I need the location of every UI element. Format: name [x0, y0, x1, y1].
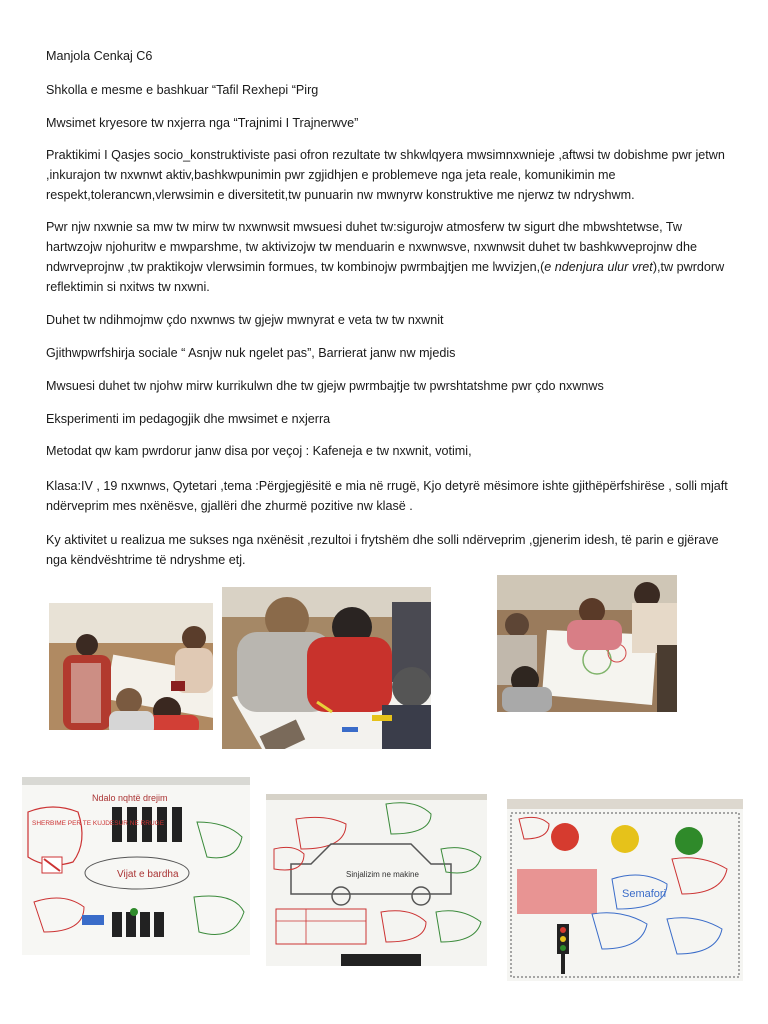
paragraph-4: Gjithwpwrfshirja sociale “ Asnjw nuk ngelet pas”, Barrierat janw nw mjedis: [46, 346, 456, 360]
poster-1-left-heading: SHERBIME PER TE KUJDESUR NE RRUGE: [32, 820, 165, 827]
paragraph-2-text: Pwr njw nxwnie sa mw tw mirw tw nxwnwsit mwsuesi duhet tw:sigurojw atmosferw tw sigurt dhe mbwshtetwse, Tw hartwzojw njohuritw e mwparshme, tw aktivizojw tw menduarin e nxwnwsve, nxwnwsit duhet tw bashkwveprojnw dhe ndwrveprojnw ,tw praktikojw vlerwsimin formues, tw kombinojw pwrmbajtjen me lwvizjen,(: [46, 220, 697, 274]
poster-3-center: Semafori: [622, 888, 667, 900]
poster-photo-3: [507, 799, 743, 981]
paragraph-2-end: ),tw pwrdorw reflektimin si nxitws tw nxwni.: [46, 260, 725, 294]
poster-photo-1: [22, 777, 250, 955]
paragraph-9: Ky aktivitet u realizua me sukses nga nxënësit ,rezultoi i frytshëm dhe solli ndërveprim ,gjenerim idesh, të parin e gjërave nga këndvështrime të ndryshme etj.: [46, 533, 719, 567]
topic-line: Mwsimet kryesore tw nxjerra nga “Trajnimi I Trajnerwve”: [46, 116, 359, 130]
paragraph-6: Eksperimenti im pedagogjik dhe mwsimet e nxjerra: [46, 412, 331, 426]
paragraph-1: Praktikimi I Qasjes socio_konstruktiviste pasi ofron rezultate tw shkwlqyera mwsimnxwnieje ,aftwsi tw dobishme pwr jetwn ,inkurajon tw nxwnwt aktiv,bashkwpunimin pwr zgjidhjen e problemeve nga jeta reale, komunikimin me respekt,tolerancwn,vlerwsimin e diversitetit,tw punuarin nw mwnyrw konstruktive me njerwz tw ndryshwm.: [46, 148, 725, 202]
school-line: Shkolla e mesme e bashkuar “Tafil Rexhepi “Pirg: [46, 83, 319, 97]
paragraph-3: Duhet tw ndihmojmw çdo nxwnws tw gjejw mwnyrat e veta tw tw nxwnit: [46, 313, 444, 327]
paragraph-2-italic: e ndenjura ulur vret: [544, 260, 653, 274]
poster-photo-2: [266, 794, 487, 966]
paragraph-2: [46, 217, 736, 297]
classroom-photo-3: [497, 575, 677, 712]
paragraph-7: Metodat qw kam pwrdorur janw disa por veçoj : Kafeneja e tw nxwnit, votimi,: [46, 444, 472, 458]
paragraph-5: Mwsuesi duhet tw njohw mirw kurrikulwn dhe tw gjejw pwrmbajtje tw pwrshtatshme pwr çdo nxwnws: [46, 379, 604, 393]
red-light: [551, 823, 579, 851]
yellow-light: [611, 825, 639, 853]
classroom-photo-1: [49, 603, 213, 730]
poster-1-title: Ndalo nqhtë drejim: [92, 793, 168, 803]
classroom-photo-2: [222, 587, 431, 749]
author-line: Manjola Cenkaj C6: [46, 49, 153, 63]
paragraph-8: Klasa:IV , 19 nxwnws, Qytetari ,tema :Përgjegjësitë e mia në rrugë, Kjo detyrë mësimore ishte gjithëpërfshirëse , solli mjaft ndërveprim mes nxënësve, gjallëri dhe zhurmë pozitive nw klasë .: [46, 479, 728, 513]
poster-1-center: Vijat e bardha: [117, 869, 179, 880]
green-light: [675, 827, 703, 855]
poster-2-center: Sinjalizim ne makine: [346, 870, 419, 879]
